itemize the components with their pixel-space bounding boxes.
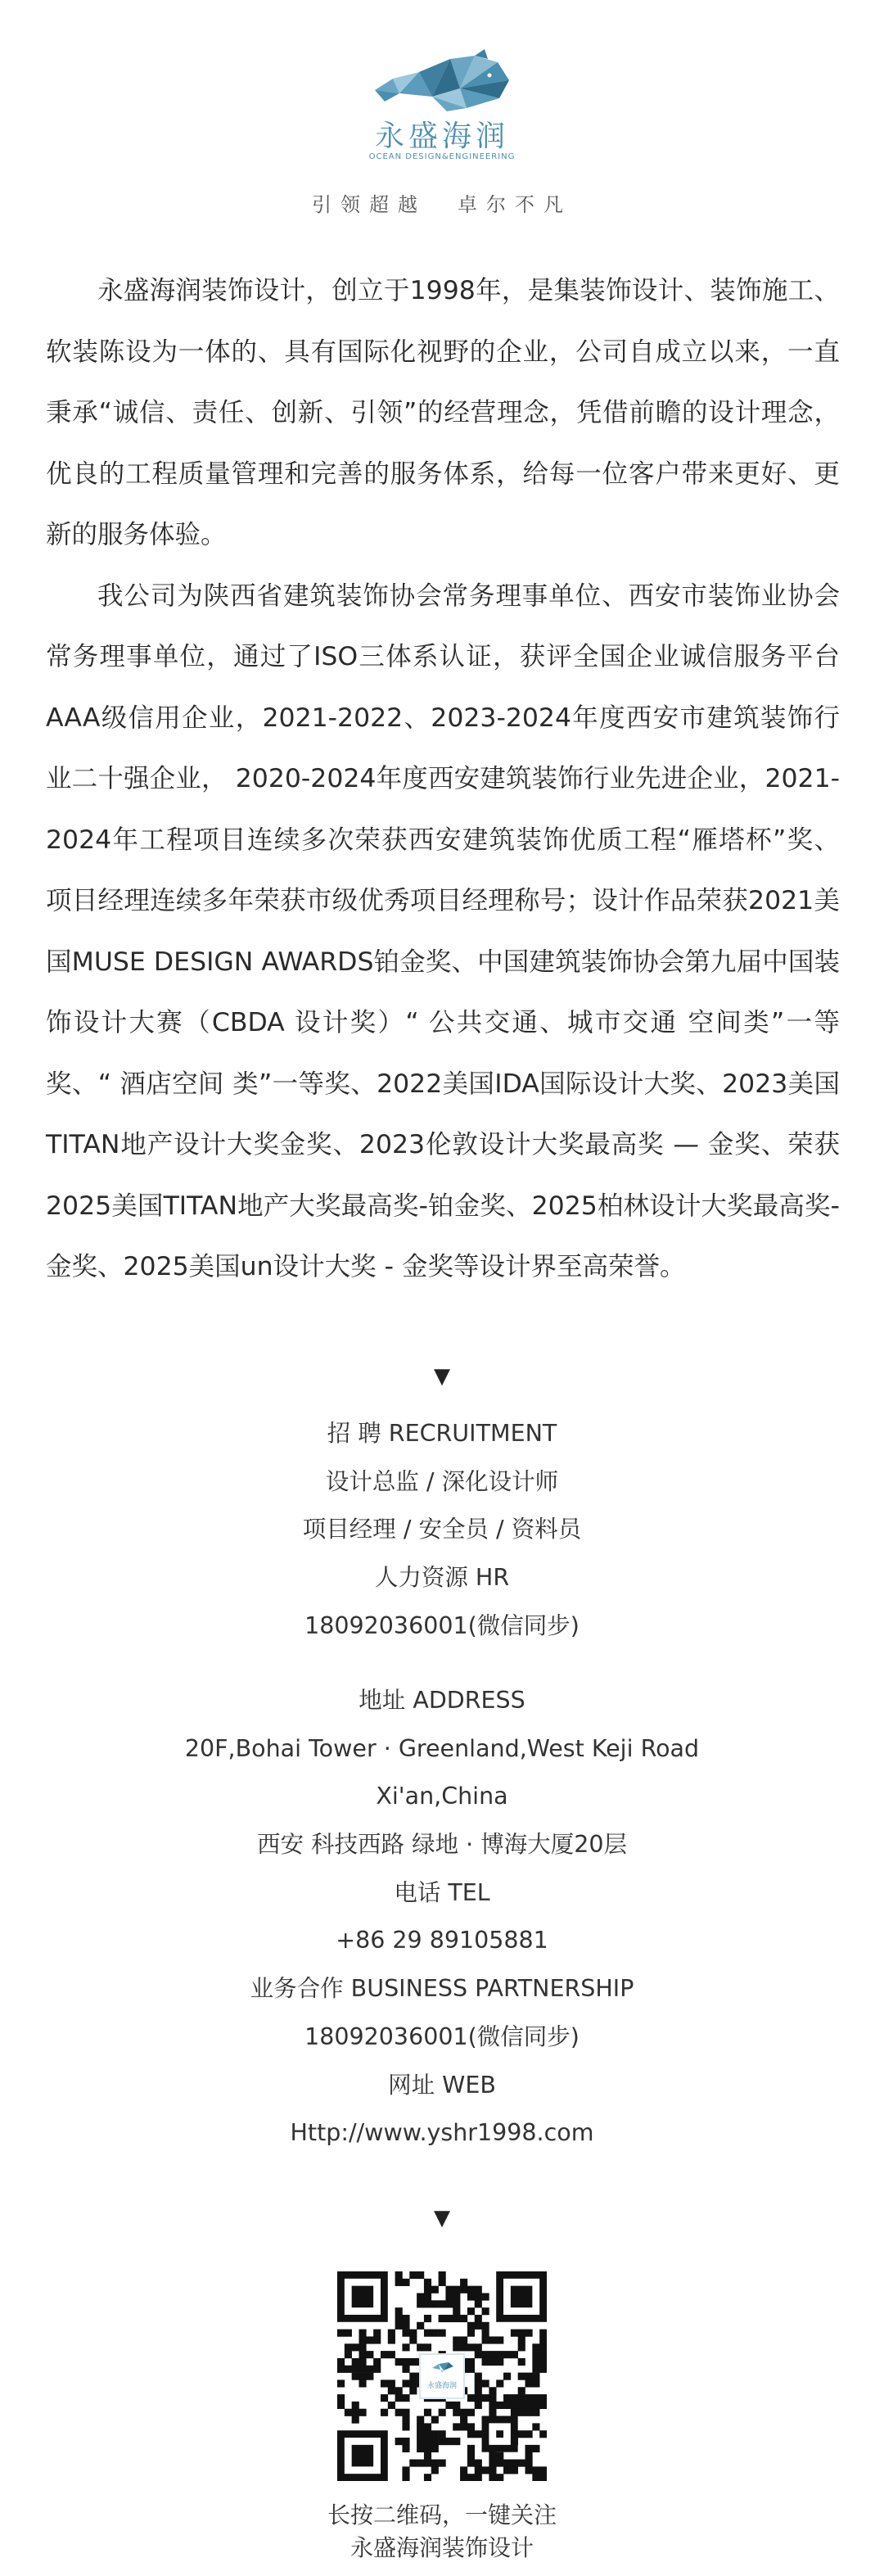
slogan <box>0 188 884 217</box>
contact-section <box>0 1677 884 2158</box>
website-link[interactable]: Http://www.yshr1998.com <box>290 2119 594 2147</box>
logo-cn-text: 永盛海润 <box>374 120 509 153</box>
qr-caption-line-2: 永盛海润装饰设计 <box>350 2534 534 2561</box>
recruitment-positions-1: 设计总监 / 深化设计师 <box>325 1467 559 1495</box>
recruitment-heading: 招 聘 RECRUITMENT <box>327 1420 557 1447</box>
logo-en-text: OCEAN DESIGN&ENGINEERING <box>368 152 516 161</box>
tel-heading: 电话 TEL <box>394 1878 490 1906</box>
slogan-part-2: 卓尔不凡 <box>458 193 572 216</box>
brand-logo <box>0 41 884 172</box>
qr-code[interactable] <box>337 2271 547 2481</box>
intro-paragraph-1: 永盛海润装饰设计，创立于1998年，是集装饰设计、装饰施工、软装陈设为一体的、具有国际化视野的企业，公司自成立以来，一直秉承“诚信、责任、创新、引领”的经营理念，凭借前瞻的设计理念，优良的工程质量管理和完善的服务体系，给每一位客户带来更好、更新的服务体验。 <box>46 276 840 549</box>
slogan-part-1: 引领超越 <box>312 193 426 216</box>
whale-logo-icon <box>431 2360 455 2376</box>
down-triangle-icon: ▼ <box>434 2206 450 2230</box>
business-heading: 业务合作 BUSINESS PARTNERSHIP <box>250 1975 634 2003</box>
recruitment-section <box>0 1410 884 1650</box>
qr-center-label: 永盛海润 <box>426 2382 457 2390</box>
qr-caption-line-1: 长按二维码，一键关注 <box>327 2501 557 2529</box>
qr-center-logo <box>419 2353 465 2399</box>
recruitment-positions-2: 项目经理 / 安全员 / 资料员 <box>302 1516 582 1543</box>
address-en-line-2: Xi'an,China <box>376 1783 508 1810</box>
hr-label: 人力资源 HR <box>374 1564 510 1592</box>
address-heading: 地址 ADDRESS <box>359 1687 525 1714</box>
down-triangle-icon: ▼ <box>434 1364 450 1389</box>
business-phone[interactable]: 18092036001(微信同步) <box>304 2022 580 2050</box>
company-intro <box>46 260 840 1298</box>
address-en-line-1: 20F,Bohai Tower · Greenland,West Keji Road <box>184 1734 700 1762</box>
hr-phone[interactable]: 18092036001(微信同步) <box>304 1611 580 1639</box>
intro-paragraph-2: 我公司为陕西省建筑装饰协会常务理事单位、西安市装饰业协会常务理事单位，通过了ISO三体系认证，获评全国企业诚信服务平台AAA级信用企业，2021-2022、2023-2024年度西安市建筑装饰行业二十强企业， 2020-2024年度西安建筑装饰行业先进企业，2021-2024年工程项目连续多次荣获西安建筑装饰优质工程“雁塔杯”奖、 项目经理连续多年荣获市级优秀项目经理称号；设计作品荣获2021美国MUSE DESIGN AWARDS铂金奖、中国建筑装饰协会第九届中国装饰设计大赛（CBDA 设计奖）“ 公共交通、城市交通 空间类”一等奖、“ 酒店空间 类”一等奖、2022美国IDA国际设计大奖、2023美国TITAN地产设计大奖金奖、2023伦敦设计大奖最高奖 — 金奖、荣获2025美国TITAN地产大奖最高奖-铂金奖、2025柏林设计大奖最高奖-金奖、2025美国un设计大奖 - 金奖等设计界至高荣誉。 <box>46 581 840 1281</box>
web-heading: 网址 WEB <box>388 2071 496 2099</box>
qr-caption <box>0 2499 884 2565</box>
tel-number[interactable]: +86 29 89105881 <box>336 1927 548 1955</box>
address-cn: 西安 科技西路 绿地 · 博海大厦20层 <box>256 1831 628 1859</box>
